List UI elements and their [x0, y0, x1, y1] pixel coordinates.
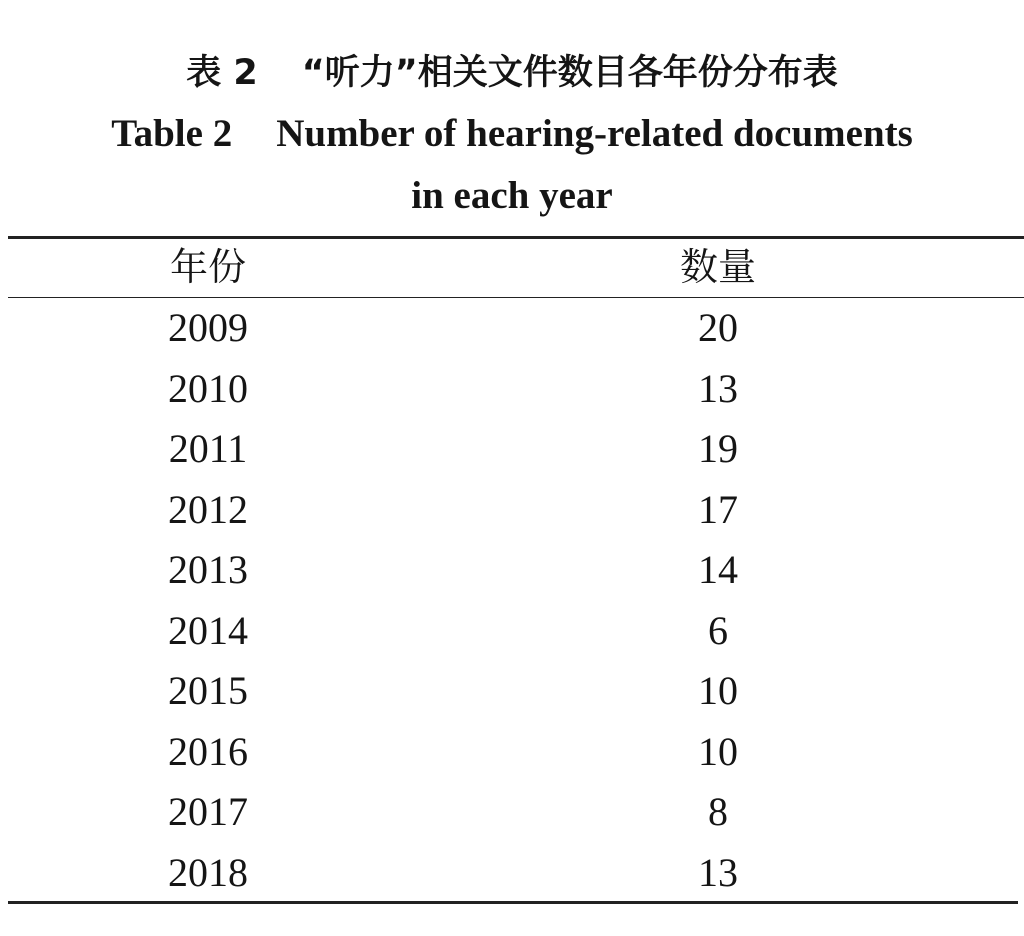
cell-year: 2013	[168, 547, 248, 592]
cell-count: 17	[698, 486, 738, 532]
cell-count: 19	[698, 426, 738, 471]
cell-count: 14	[698, 547, 738, 592]
cell-count: 10	[698, 668, 738, 713]
cell-count: 10	[698, 728, 738, 774]
cell-year: 2014	[168, 607, 248, 653]
caption-zh-gap	[258, 65, 302, 75]
cell-count: 8	[708, 789, 728, 834]
cell-count: 13	[698, 365, 738, 411]
cell-count: 20	[698, 305, 738, 350]
table-row	[0, 480, 1024, 540]
cell-year: 2011	[168, 426, 248, 471]
table-header-row	[0, 238, 1024, 298]
table-row	[0, 661, 1024, 721]
caption-en-title-line1: Number of hearing-related documents	[276, 111, 913, 155]
caption-zh	[0, 40, 1024, 100]
table-row	[0, 540, 1024, 600]
header-cell-count: 数量	[679, 247, 756, 289]
table-row	[0, 601, 1024, 661]
table-row	[0, 782, 1024, 842]
table-row	[0, 298, 1024, 358]
table-row	[0, 722, 1024, 782]
table-row	[0, 843, 1024, 903]
cell-year: 2018	[168, 849, 248, 895]
table-row	[0, 359, 1024, 419]
caption-en-label: Table 2	[111, 111, 233, 155]
cell-count: 6	[708, 607, 728, 653]
header-cell-year: 年份	[169, 247, 246, 289]
cell-year: 2017	[168, 789, 248, 834]
cell-year: 2012	[168, 486, 248, 532]
cell-year: 2009	[168, 305, 248, 350]
cell-year: 2016	[168, 728, 248, 774]
caption-zh-title: “听力”相关文件数目各年份分布表	[301, 53, 838, 93]
caption-en-title-line2: in each year	[411, 173, 613, 217]
caption-en-line1	[0, 103, 1024, 163]
cell-year: 2010	[168, 365, 248, 411]
table-row	[0, 419, 1024, 479]
caption-en-line2	[0, 165, 1024, 225]
cell-count: 13	[698, 849, 738, 895]
cell-year: 2015	[168, 668, 248, 713]
caption-zh-label: 表 2	[186, 53, 258, 93]
caption-en-gap	[232, 128, 276, 138]
